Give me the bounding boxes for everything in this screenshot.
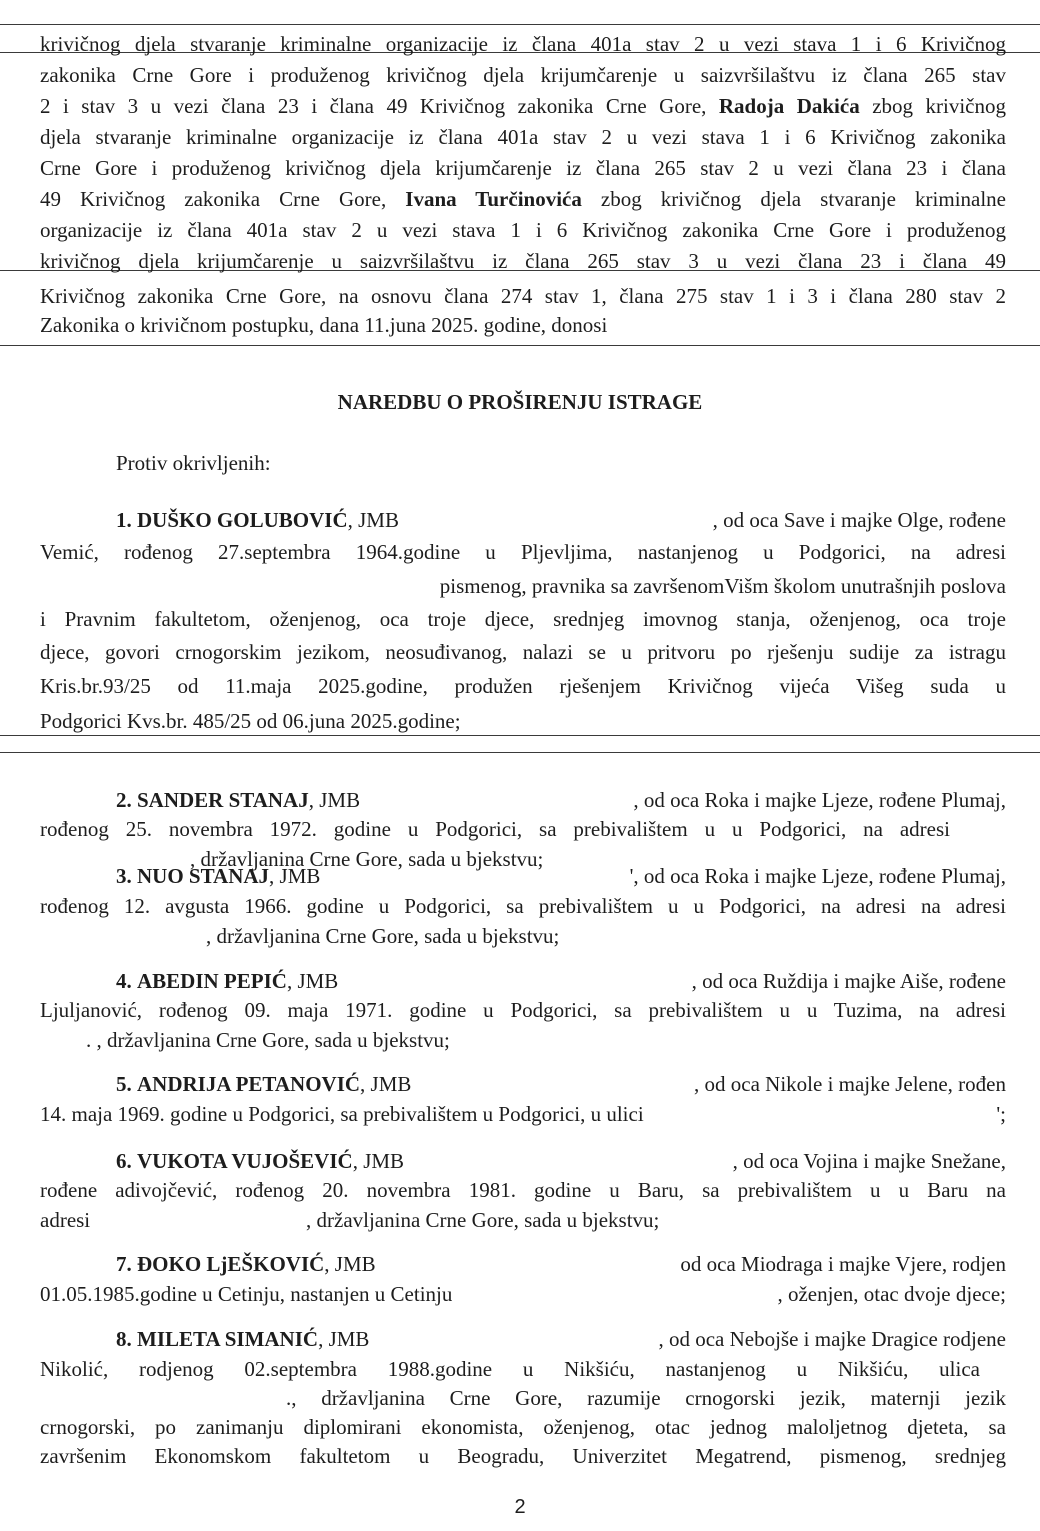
page-number: 2 [514,1496,526,1518]
name-radoja-dakic: Radoja Dakića [718,94,860,118]
defendant-line: i Pravnim fakultetom, oženjenog, oca troje djece, srednjeg imovnog stanja, oženjenog, oca troje [40,607,1006,631]
intro-line: krivičnog djela krijumčarenje u saizvršilaštvu iz člana 265 stav 3 u vezi člana 23 i člana 49 [40,249,1006,273]
defendant-line: , oženjen, otac dvoje djece; [777,1282,1006,1306]
defendant-name: MILETA SIMANIĆ [137,1327,319,1351]
defendant-line: Kris.br.93/25 od 11.maja 2025.godine, produžen rješenjem Krivičnog vijeća Višeg suda u [40,674,1006,698]
defendant-line: rođene adivojčević, rođenog 20. novembra 1981. godine u Baru, sa prebivalištem u u Baru na [40,1178,1006,1202]
intro-line: djela stvaranje kriminalne organizacije iz člana 401a stav 2 u vezi stava 1 i 6 Krivičnog zakonika [40,125,1006,149]
defendant-header-tail: , od oca Roka i majke Ljeze, rođene Plumaj, [633,788,1006,812]
defendant-header: 1. DUŠKO GOLUBOVIĆ, JMB [116,508,399,532]
defendant-header-tail: , od oca Nikole i majke Jelene, rođen [694,1072,1006,1096]
defendant-header: 3. NUO STANAJ, JMB [116,864,321,888]
scan-line [0,24,1040,25]
defendant-header-tail: , od oca Save i majke Olge, rođene [712,508,1006,532]
defendant-name: ĐOKO LjEŠKOVIĆ [137,1252,325,1276]
defendant-line: pismenog, pravnika sa završenomVišm školom unutrašnjih poslova [439,574,1006,598]
intro-line: Zakonika o krivičnom postupku, dana 11.juna 2025. godine, donosi [40,313,608,337]
defendant-header: 6. VUKOTA VUJOŠEVIĆ, JMB [116,1149,405,1173]
defendant-line: rođenog 25. novembra 1972. godine u Podgorici, sa prebivalištem u u Podgorici, na adresi [40,817,950,841]
defendant-line: rođenog 12. avgusta 1966. godine u Podgorici, sa prebivalištem u u Podgorici, na adresi na adresi [40,894,1006,918]
intro-line: Crne Gore i produženog krivičnog djela krijumčarenje iz člana 265 stav 2 u vezi člana 23 i člana [40,156,1006,180]
defendant-line: . , državljanina Crne Gore, sada u bjekstvu; [86,1028,450,1052]
defendant-header-tail: , od oca Nebojše i majke Dragice rodjene [658,1327,1006,1351]
name-ivan-turcinovic: Ivana Turčinovića [405,187,582,211]
defendant-line: Ljuljanović, rođenog 09. maja 1971. godine u Podgorici, sa prebivalištem u u Tuzima, na adresi [40,998,1006,1022]
defendant-line: Podgorici Kvs.br. 485/25 od 06.juna 2025.godine; [40,709,461,733]
defendant-name: VUKOTA VUJOŠEVIĆ [137,1149,353,1173]
defendant-line: '; [996,1102,1006,1126]
against-heading: Protiv okrivljenih: [116,451,271,475]
intro-line: zakonika Crne Gore i produženog krivičnog djela krijumčarenje u saizvršilaštvu iz člana 265 stav [40,63,1006,87]
defendant-name: NUO STANAJ [137,864,270,888]
intro-line: krivičnog djela stvaranje kriminalne organizacije iz člana 401a stav 2 u vezi stava 1 i 6 Krivičnog [40,32,1006,56]
defendant-line: , državljanina Crne Gore, sada u bjekstvu; [190,847,544,871]
defendant-header-tail: ', od oca Roka i majke Ljeze, rođene Plumaj, [629,864,1006,888]
defendant-line: završenim Ekonomskom fakultetom u Beogradu, Univerzitet Megatrend, pismenog, srednjeg [40,1444,1006,1468]
defendant-line: Nikolić, rodjenog 02.septembra 1988.godine u Nikšiću, nastanjenog u Nikšiću, ulica [40,1357,980,1381]
intro-line: 49 Krivičnog zakonika Crne Gore, Ivana Turčinovića zbog krivičnog djela stvaranje kriminalne [40,187,1006,211]
defendant-name: SANDER STANAJ [137,788,309,812]
defendant-line: djece, govori crnogorskim jezikom, neosuđivanog, nalazi se u pritvoru po rješenju sudije za istragu [40,640,1006,664]
defendant-header: 8. MILETA SIMANIĆ, JMB [116,1327,370,1351]
defendant-line: 14. maja 1969. godine u Podgorici, sa prebivalištem u Podgorici, u ulici [40,1102,644,1126]
document-title: NAREDBU O PROŠIRENJU ISTRAGE [337,390,703,414]
intro-line: organizacije iz člana 401a stav 2 u vezi stava 1 i 6 Krivičnog zakonika Crne Gore i produženog [40,218,1006,242]
defendant-line: crnogorski, po zanimanju diplomirani ekonomista, oženjenog, otac jednog maloljetnog djeteta, sa [40,1415,1006,1439]
intro-line: 2 i stav 3 u vezi člana 23 i člana 49 Krivičnog zakonika Crne Gore, Radoja Dakića zbog krivičnog [40,94,1006,118]
scan-line [0,752,1040,753]
defendant-header: 7. ĐOKO LjEŠKOVIĆ, JMB [116,1252,376,1276]
defendant-header: 4. ABEDIN PEPIĆ, JMB [116,969,339,993]
defendant-header-tail: , od oca Ruždija i majke Aiše, rođene [691,969,1006,993]
defendant-header: 2. SANDER STANAJ, JMB [116,788,361,812]
defendant-line: adresi [40,1208,91,1232]
intro-line: Krivičnog zakonika Crne Gore, na osnovu člana 274 stav 1, člana 275 stav 1 i 3 i člana 280 stav 2 [40,284,1006,308]
defendant-line: Vemić, rođenog 27.septembra 1964.godine u Pljevljima, nastanjenog u Podgorici, na adresi [40,540,1006,564]
scan-line [0,735,1040,736]
defendant-header: 5. ANDRIJA PETANOVIĆ, JMB [116,1072,412,1096]
defendant-name: DUŠKO GOLUBOVIĆ [137,508,348,532]
defendant-name: ANDRIJA PETANOVIĆ [137,1072,361,1096]
scan-line [0,345,1040,346]
defendant-line: , državljanina Crne Gore, sada u bjekstvu; [306,1208,660,1232]
defendant-name: ABEDIN PEPIĆ [137,969,287,993]
defendant-header-tail: od oca Miodraga i majke Vjere, rodjen [680,1252,1006,1276]
defendant-header-tail: , od oca Vojina i majke Snežane, [732,1149,1006,1173]
defendant-line: , državljanina Crne Gore, sada u bjekstvu; [206,924,560,948]
defendant-line: ., državljanina Crne Gore, razumije crnogorski jezik, maternji jezik [286,1386,1006,1410]
defendant-line: 01.05.1985.godine u Cetinju, nastanjen u Cetinju [40,1282,453,1306]
